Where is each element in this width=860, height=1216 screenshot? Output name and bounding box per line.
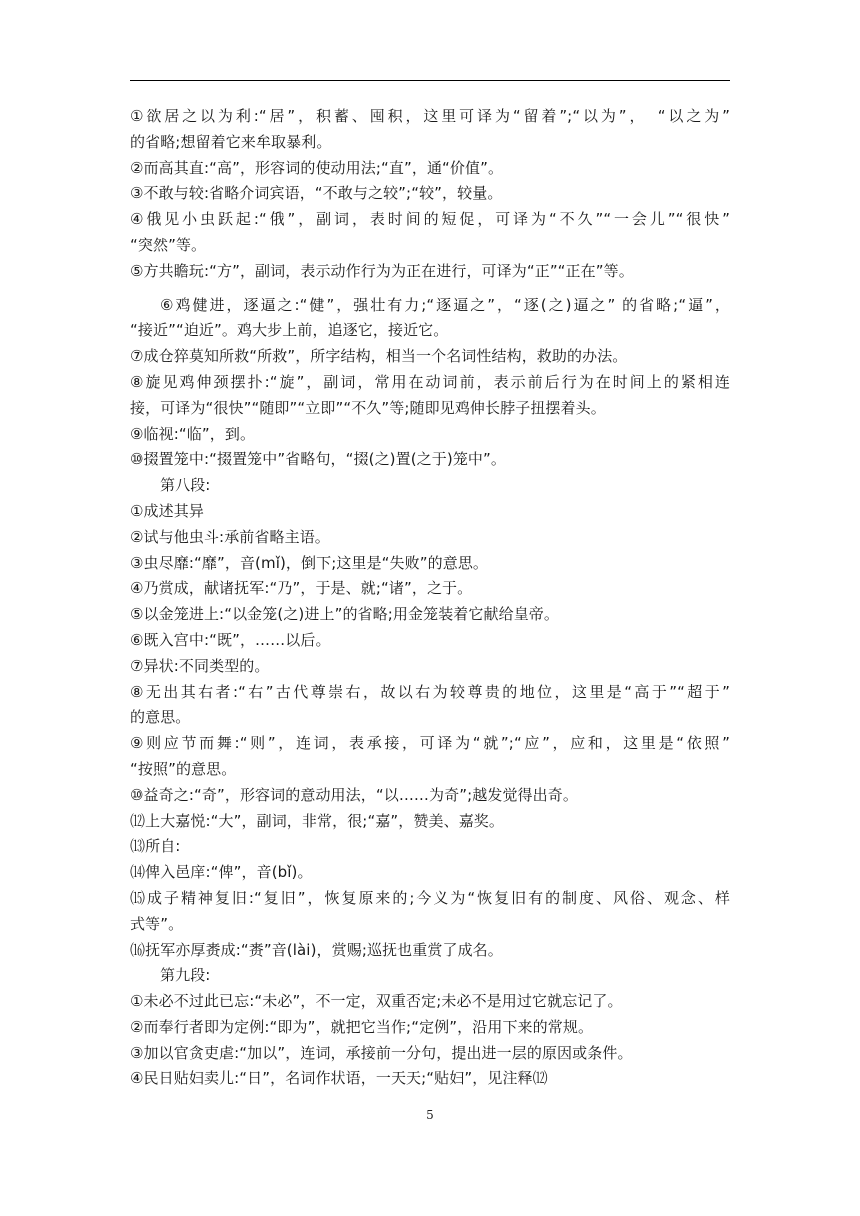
annotation-line: ⑤方共瞻玩:“方”，副词，表示动作行为为正在进行，可译为“正”“正在”等。 [130, 261, 634, 280]
annotation-line: ②试与他虫斗:承前省略主语。 [130, 527, 330, 546]
annotation-line: “接近”“迫近”。鸡大步上前，追逐它，接近它。 [130, 321, 449, 340]
annotation-line: ⑧旋见鸡伸颈摆扑:“旋”，副词，常用在动词前，表示前后行为在时间上的紧相连 [130, 372, 730, 391]
annotation-line: ②而高其直:“高”，形容词的使动用法;“直”，通“价值”。 [130, 158, 504, 177]
annotation-line: 的省略;想留着它来牟取暴利。 [130, 132, 332, 151]
annotation-line: ⒃抚军亦厚赉成:“赉”音(lài)，赏赐;巡抚也重赏了成名。 [130, 940, 503, 959]
paragraph-gap [130, 285, 730, 293]
annotation-line: ③不敢与较:省略介词宾语，“不敢与之较”;“较”，较量。 [130, 184, 503, 203]
page-number: 5 [426, 1108, 434, 1122]
annotation-line: “突然”等。 [130, 235, 207, 254]
annotation-line: ⒀所自: [130, 837, 181, 856]
annotation-line: 的意思。 [130, 708, 191, 727]
annotation-line: ⑤以金笼进上:“以金笼(之)进上”的省略;用金笼装着它献给皇帝。 [130, 605, 560, 624]
annotation-line: ①欲居之以为利:“居”，积蓄、囤积，这里可译为“留着”;“以为”， “以之为” [130, 107, 730, 125]
annotation-line: ⑨临视:“临”，到。 [130, 424, 256, 443]
annotation-line: ①未必不过此已忘:“未必”，不一定，双重否定;未必不是用过它就忘记了。 [130, 992, 623, 1011]
annotation-line: ④民日贴妇卖儿:“日”，名词作状语，一天天;“贴妇”，见注释⑿ [130, 1069, 548, 1088]
annotation-line: ⒂成子精神复旧:“复旧”，恢复原来的;今义为“恢复旧有的制度、风俗、观念、样 [130, 888, 730, 907]
annotation-line: ⑥既入宫中:“既”，……以后。 [130, 630, 331, 649]
annotation-line: ①成述其异 [130, 501, 204, 520]
annotation-line: ②而奉行者即为定例:“即为”，就把它当作;“定例”，沿用下来的常规。 [130, 1017, 594, 1036]
annotation-body [130, 104, 730, 1092]
annotation-line: ⑩掇置笼中:“掇置笼中”省略句，“掇(之)置(之于)笼中”。 [130, 450, 506, 469]
annotation-line: ④俄见小虫跃起:“俄”，副词，表时间的短促，可译为“不久”“一会儿”“很快” [130, 210, 730, 229]
annotation-line: ④乃赏成，献诸抚军:“乃”，于是、就;“诸”，之于。 [130, 579, 473, 598]
annotation-line: ③加以官贪吏虐:“加以”，连词，承接前一分句，提出进一层的原因或条件。 [130, 1043, 633, 1062]
section-heading: 第八段: [160, 476, 211, 495]
annotation-line: ⑦成仓猝莫知所救“所救”，所字结构，相当一个名词性结构，救助的办法。 [130, 347, 628, 366]
annotation-line: “按照”的意思。 [130, 759, 237, 778]
annotation-line: ⑿上大嘉悦:“大”，副词，非常，很;“嘉”，赞美、嘉奖。 [130, 811, 504, 830]
annotation-line: 式等”。 [130, 914, 184, 933]
annotation-line: ⑥鸡健进，逐逼之:“健”，强壮有力;“逐逼之”，“逐(之)逼之” 的省略;“逼”， [160, 295, 730, 314]
section-heading: 第九段: [160, 966, 211, 985]
annotation-line: ⒁俾入邑庠:“俾”，音(bǐ)。 [130, 863, 313, 882]
annotation-line: ③虫尽靡:“靡”，音(mǐ)，倒下;这里是“失败”的意思。 [130, 553, 489, 572]
annotation-line: ⑧无出其右者:“右”古代尊崇右，故以右为较尊贵的地位，这里是“高于”“超于” [130, 682, 730, 701]
annotation-line: 接，可译为“很快”“随即”“立即”“不久”等;随即见鸡伸长脖子扭摆着头。 [130, 398, 606, 417]
annotation-line: ⑨则应节而舞:“则”，连词，表承接，可译为“就”;“应”，应和，这里是“依照” [130, 734, 730, 753]
annotation-line: ⑦异状:不同类型的。 [130, 656, 270, 675]
annotation-line: ⑩益奇之:“奇”，形容词的意动用法，“以……为奇”;越发觉得出奇。 [130, 785, 578, 804]
header-rule [130, 80, 730, 81]
